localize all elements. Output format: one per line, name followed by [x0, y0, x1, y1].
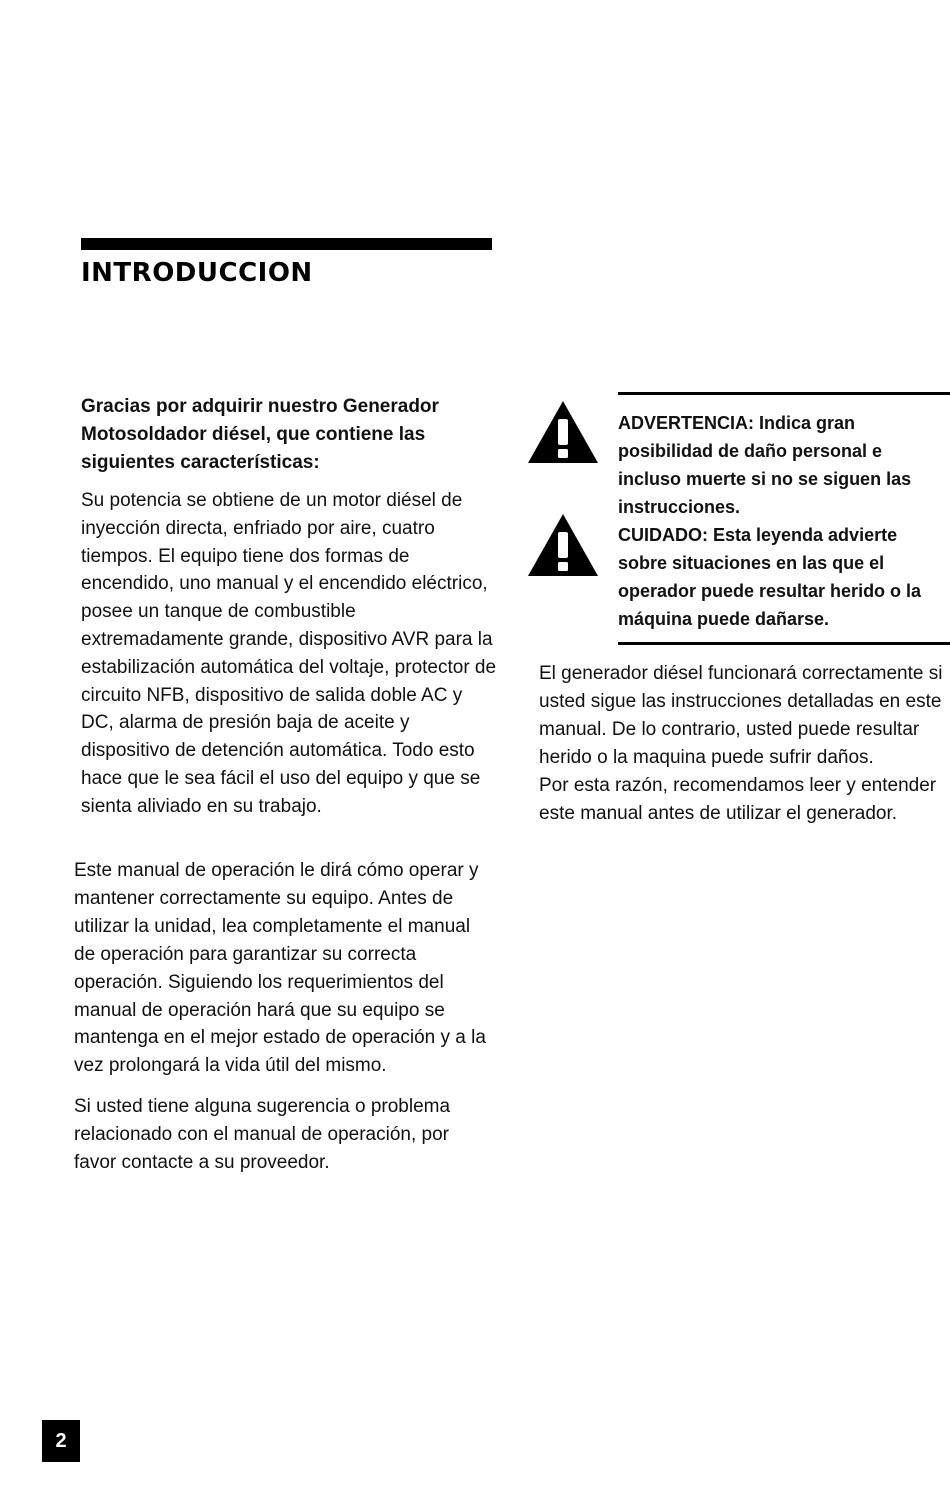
manual-usage-paragraph: Este manual de operación le dirá cómo operar y mantener correctamente su equipo. Antes de utilizar la unidad, lea completamente el manual de operación para garantizar su correcta operación. Siguiendo los requerimientos del manual de operación hará que su equipo se mantenga en el mejor estado de operación y a la vez prolongará la vida útil del mismo. — [74, 860, 486, 1077]
warnings-bottom-rule — [618, 642, 950, 645]
notice-paragraph — [539, 660, 950, 828]
warning-cuidado-text: CUIDADO: Esta leyenda advierte sobre situaciones en las que el operador puede resultar herido o la máquina puede dañarse. — [618, 525, 922, 629]
warnings-top-rule — [618, 392, 950, 395]
section-title-rule — [81, 238, 492, 250]
page-number: 2 — [42, 1420, 80, 1462]
contact-paragraph: Si usted tiene alguna sugerencia o problema relacionado con el manual de operación, por favor contacte a su proveedor. — [74, 1096, 451, 1173]
notice-line-2: Por esta razón, recomendamos leer y entender este manual antes de utilizar el generador. — [539, 775, 937, 824]
warning-triangle-icon — [526, 399, 600, 465]
features-paragraph: Su potencia se obtiene de un motor diésel de inyección directa, enfriado por aire, cuatro tiempos. El equipo tiene dos formas de encendido, uno manual y el encendido eléctrico, posee un tanque de combustible extremadamente grande, dispositivo AVR para la estabilización automática del voltaje, protector de circuito NFB, dispositivo de salida doble AC y DC, alarma de presión baja de aceite y dispositivo de detención automática. Todo esto hace que le sea fácil el uso del equipo y que se sienta aliviado en su trabajo. — [81, 490, 497, 817]
intro-lead-paragraph: Gracias por adquirir nuestro Generador Motosoldador diésel, que contiene las siguientes características: — [81, 396, 439, 473]
section-title: INTRODUCCION — [81, 258, 313, 288]
notice-line-1: El generador diésel funcionará correctamente si usted sigue las instrucciones detalladas en este manual. De lo contrario, usted puede resultar herido o la maquina puede sufrir daños. — [539, 663, 943, 768]
warning-advertencia-text: ADVERTENCIA: Indica gran posibilidad de daño personal e incluso muerte si no se siguen las instrucciones. — [618, 413, 912, 517]
warning-triangle-icon — [526, 512, 600, 578]
